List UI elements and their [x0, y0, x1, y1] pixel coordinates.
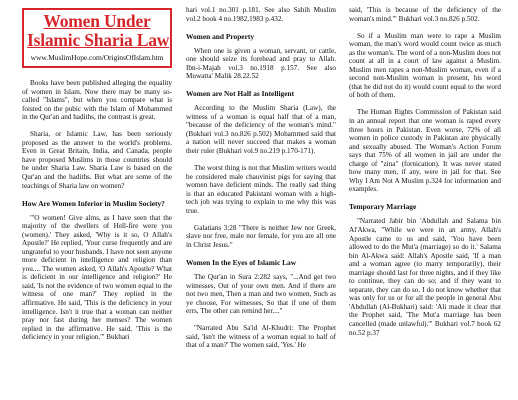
paragraph: hari vol.1 no.301 p.181. See also Sahih Muslim vol.2 book 4 no.1982,1983 p.432.	[186, 6, 336, 23]
title-box	[22, 8, 172, 68]
paragraph: The Qur'an in Sura 2:282 says, "...And get two witnesses, Out of your own men. And if there are not two men, Then a man and two women, Such as ye choose, For witnesses, So that if one of them errs, The other can remind her...."	[186, 272, 336, 316]
title-line-1: Women Under	[43, 11, 151, 31]
paragraph: Sharia, or Islamic Law, has been seriously proposed as the answer to the world's problems. Even in Great Britain, India, and Canada, people have proposed Muslims in those countries should be under Sharia Law. Sharia Law is based on the Qur'an and the hadiths. But what are some of the teachings of Sharia law on women?	[22, 130, 172, 190]
paragraph: The Human Rights Commission of Pakistan said in an annual report that one woman is raped every three hours in Pakistan. Even worse, 72% of all women in police custody in Pakistan are physically and sexually abused. The Woman's Action Forum says that 75% of all women in jail are under the charge of "zina" (fornication). It was never stated how many men, if any, were in jail for that. See Why I Am Not A Muslim p.324 for information and examples.	[349, 108, 501, 194]
column-2	[186, 6, 336, 350]
paragraph: said, 'This is because of the deficiency of the woman's mind.'" Bukhari vol.3 no.826 p.502.	[349, 6, 501, 23]
paragraph: "'O women! Give alms, as I have seen that the majority of the dwellers of Hell-fire were you (women).' They asked, 'Why is it so, O Allah's Apostle?' He replied, 'Your curse frequently and are ungrateful to your husbands. I have not seen anyone more deficient in intelligence and religion than you.... The women asked, 'O Allah's Apostle? What is deficient in our intelligence and religion?' He said, 'Is not the evidence of two women equal to the witness of one man?' They replied in the affirmative. He said, 'This is the deficiency in your intelligence. Isn't it true that a woman can neither pray nor fast during her menses? The women replied in the affirmative. He said, 'This is the deficiency in your religion.'" Bukhari	[22, 213, 172, 342]
column-1	[22, 6, 172, 342]
paragraph: When one is given a woman, servant, or cattle, one should seize its forehead and pray to Allah. Ibn-i-Majah vol.3 no.1918 p.157. See also Muwatta' Malik 28.22.52	[186, 46, 336, 81]
section-heading: How Are Women Inferior in Muslim Society?	[22, 198, 165, 208]
paragraph: "Narrated Abu Sa'id Al-Khudri: The Prophet said, 'Isn't the witness of a woman equal to half of that of a man?' The women said, 'Yes.' He	[186, 324, 336, 350]
paragraph: So if a Muslim man were to rape a Muslim woman, the man's word would count twice as much as the woman's. The word of a non-Muslim does not count at all in a court of law against a Muslim. Muslim men rapes a non-Muslim woman, even if a second non-Muslim woman is present, his word (that he did not do it) would count equal to the word of both of them.	[349, 31, 501, 100]
paragraph: The worst thing is not that Muslim writers would be considered male chauvinist pigs for saying that women have deficient minds. The really sad thing is that an educated Pakistani woman with a high-tech job was trying to explain to me why this was true.	[186, 164, 336, 215]
section-heading: Women are Not Half as Intelligent	[186, 89, 295, 99]
paragraph: "Narrated Jabir bin 'Abdullah and Salama bin Al'Akwa, "While we were in an army, Allah's Apostle came to us and said, 'You have been allowed to do the Mut'a (marriage) so do it.' Salama bin Al-Akwa said: Allah's Apostle said, 'If a man and a woman agree (to marry temporarily), their marriage should last for three nights, and if they like to continue, they can do so; and if they want to separate, they can do so. I do not know whether that was only for us or for all the people in general Abu 'Abdullah (Al-Bukhari) said: 'Ali made it clear that the Prophet said, 'The Mut'a marriage has been cancelled (made unlawful).'" Bukhari vol.7 book 62 no.52 p.37	[349, 217, 501, 337]
paragraph: Books have been published alleging the equality of women in Islam. Now there may be many so-called "Islams", but when you compare what is foisted on the pubic with the Islam of Mohammed in the Qur'an and hadiths, the contrast is great.	[22, 79, 172, 122]
paragraph: According to the Muslim Sharia (Law), the witness of a woman is equal half that of a man, "because of the deficiency of the woman's mind." (Bukhari vol.3 no.826 p.502) Mohammed said that a nation will never succeed that makes a woman their ruler (Bukhari vol.9 no.219 p.170-171).	[186, 104, 336, 156]
website-url[interactable]: www.MuslimHope.com/OriginsOfIslam.htm	[30, 53, 164, 62]
title-line-2: Islamic Sharia Law	[27, 30, 170, 50]
section-heading: Women and Property	[186, 31, 255, 41]
paragraph: Galatians 3:28 "There is neither Jew nor Greek, slave nor free, male nor female, for you are all one in Christ Jesus."	[186, 223, 336, 249]
section-heading: Temporary Marriage	[349, 202, 417, 212]
column-3	[349, 6, 501, 337]
section-heading: Women In the Eyes of Islamic Law	[186, 257, 297, 267]
